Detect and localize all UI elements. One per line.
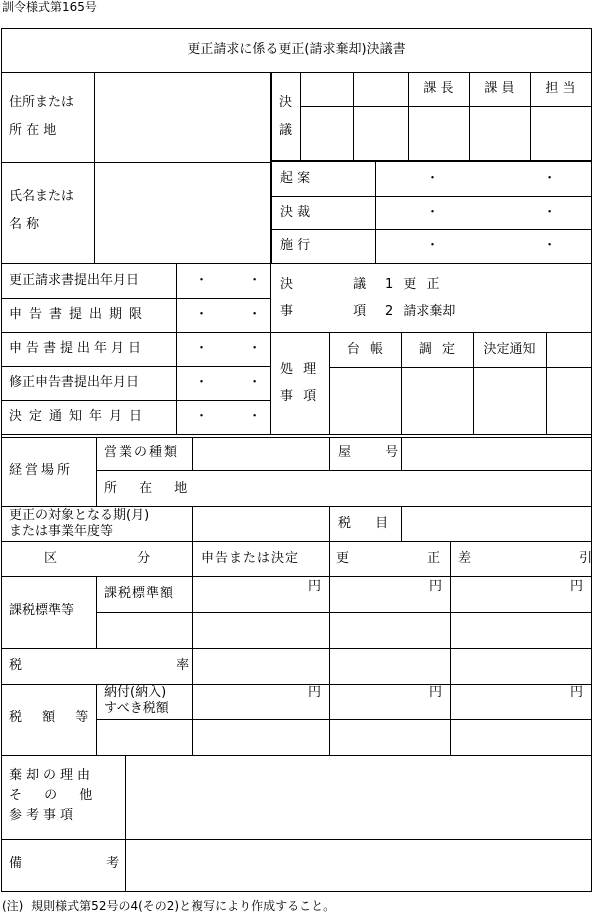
decision-notice-date-value: ・ ・ [195,409,262,424]
other-label: そ の 他 [9,788,93,803]
amended-filing-date-label: 修正申告書提出年月日 [9,375,140,390]
enforcement-label: 施 行 [280,238,311,253]
form-number: 訓令様式第165号 [2,0,97,14]
decision-mark-1: 決 [279,95,293,110]
location-label: 所 在 地 [104,481,188,496]
filing-deadline-label: 申告書提出期限 [9,307,150,322]
amended-filing-date-value: ・ ・ [195,375,262,390]
form-title: 更正請求に係る更正(請求棄却)決議書 [187,42,406,57]
tax-item-label: 税 目 [338,516,389,531]
approval-label: 決 裁 [280,205,311,220]
filing-date-value: ・ ・ [195,341,262,356]
payable-label-2: すべき税額 [104,701,169,716]
difference-header: 差 引 [458,551,593,566]
enforcement-date: ・ ・ [426,238,557,253]
yen-unit: 円 [308,685,322,700]
yen-unit: 円 [308,579,322,594]
yen-unit: 円 [429,579,443,594]
reference-label: 参考事項 [9,808,78,823]
ledger-header: 台 帳 [346,342,384,357]
correction-request-date-label: 更正請求書提出年月日 [9,273,140,288]
processing-label-2: 事 項 [280,389,317,404]
filing-deadline-value: ・ ・ [195,307,262,322]
name-label: 氏名または [9,189,75,204]
business-type-label: 営業の種類 [104,445,180,460]
approval-date: ・ ・ [426,205,557,220]
rejection-reason-label: 棄却の理由 [9,768,95,783]
period-label-2: または事業年度等 [9,524,114,539]
yen-unit: 円 [429,685,443,700]
tax-amount-label: 税 額 等 [9,710,89,725]
declared-header: 申告または決定 [201,551,300,566]
resolution-label-2: 事 項 [280,304,367,319]
assessment-header: 調 定 [418,342,456,357]
tax-rate-label: 税 率 [9,658,190,673]
correction-request-date-value: ・ ・ [195,273,262,288]
correction-header: 更 正 [336,551,441,566]
business-place-label: 経営場所 [9,463,74,478]
draft-date: ・ ・ [426,171,557,186]
person-in-charge-header: 担 当 [545,81,576,96]
filing-date-label: 申告書提出年月日 [9,341,146,356]
section-chief-header: 課 長 [423,81,454,96]
resolution-item-rejection: 2 請求棄却 [385,304,456,319]
decision-notice-header: 決定通知 [483,342,536,357]
yen-unit: 円 [570,685,584,700]
tax-base-label: 課税標準等 [9,603,75,618]
tax-base-amount-label: 課税標準額 [104,586,175,601]
draft-label: 起 案 [280,171,311,186]
category-header: 区 分 [44,551,151,566]
period-label-1: 更正の対象となる期(月) [9,508,150,523]
staff-header: 課 員 [484,81,515,96]
decision-notice-date-label: 決定通知年月日 [9,409,150,424]
footnote: (注) 規則様式第52号の4(その2)と複写により作成すること。 [2,899,336,913]
payable-label-1: 納付(納入) [104,685,167,700]
resolution-label-1: 決 議 [280,277,367,292]
yen-unit: 円 [570,579,584,594]
address-label: 住所または [9,95,75,110]
remarks-label: 備 考 [9,856,120,871]
address-label-2: 所 在 地 [9,123,57,138]
trade-name-label: 屋 号 [338,445,399,460]
decision-mark-2: 議 [279,123,293,138]
name-label-2: 名 称 [9,217,40,232]
resolution-item-correction: 1 更 正 [385,277,440,292]
processing-label-1: 処 理 [280,362,317,377]
